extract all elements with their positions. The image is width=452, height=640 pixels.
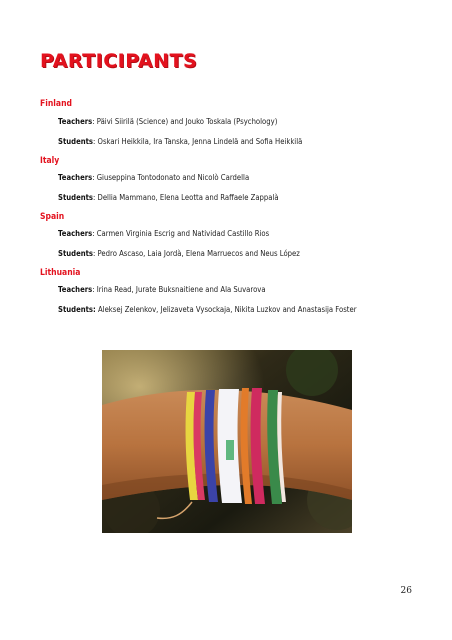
- country-heading-lithuania: Lithuania: [40, 268, 81, 278]
- page-number: 26: [400, 586, 412, 596]
- students-names: Aleksej Zelenkov, Jelizaveta Vysockaja, Nikita Luzkov and Anastasija Foster: [95, 305, 357, 314]
- students-names: : Oskari Heikkila, Ira Tanska, Jenna Lindelä and Sofia Heikkilä: [93, 137, 303, 146]
- students-names: : Dellia Mammano, Elena Leotta and Raffaele Zappalà: [93, 193, 279, 202]
- teachers-label: Teachers: [58, 173, 93, 182]
- teachers-names: : Päivi Siirilä (Science) and Jouko Toskala (Psychology): [92, 117, 278, 126]
- teachers-label: Teachers: [58, 229, 93, 238]
- lithuania-teachers-line: [58, 285, 266, 294]
- teachers-label: Teachers: [58, 285, 93, 294]
- lithuania-students-line: [58, 305, 357, 314]
- finland-teachers-line: [58, 117, 277, 126]
- spain-teachers-line: [58, 229, 269, 238]
- ribbon-bracelets: [186, 388, 286, 504]
- page-title: PARTICIPANTS: [40, 50, 198, 72]
- students-label: Students: [58, 193, 94, 202]
- students-label: Students: [58, 249, 94, 258]
- spain-students-line: [58, 249, 300, 258]
- teachers-names: : Irina Read, Jurate Buksnaitiene and Ala Suvarova: [92, 285, 266, 294]
- finland-students-line: [58, 137, 302, 146]
- italy-students-line: [58, 193, 279, 202]
- country-heading-italy: Italy: [40, 156, 60, 166]
- students-label: Students:: [58, 305, 96, 314]
- country-heading-spain: Spain: [40, 212, 65, 222]
- wrist-with-ribbon-bracelets-photo: [102, 350, 352, 533]
- bracelet-photo-illustration: [102, 350, 352, 533]
- country-heading-finland: Finland: [40, 99, 72, 109]
- students-label: Students: [58, 137, 94, 146]
- students-names: : Pedro Ascaso, Laia Jordà, Elena Marruecos and Neus López: [93, 249, 300, 258]
- teachers-names: : Carmen Virginia Escrig and Natividad Castillo Rios: [92, 229, 270, 238]
- teachers-label: Teachers: [58, 117, 93, 126]
- italy-teachers-line: [58, 173, 249, 182]
- teachers-names: : Giuseppina Tontodonato and Nicolò Cardella: [92, 173, 250, 182]
